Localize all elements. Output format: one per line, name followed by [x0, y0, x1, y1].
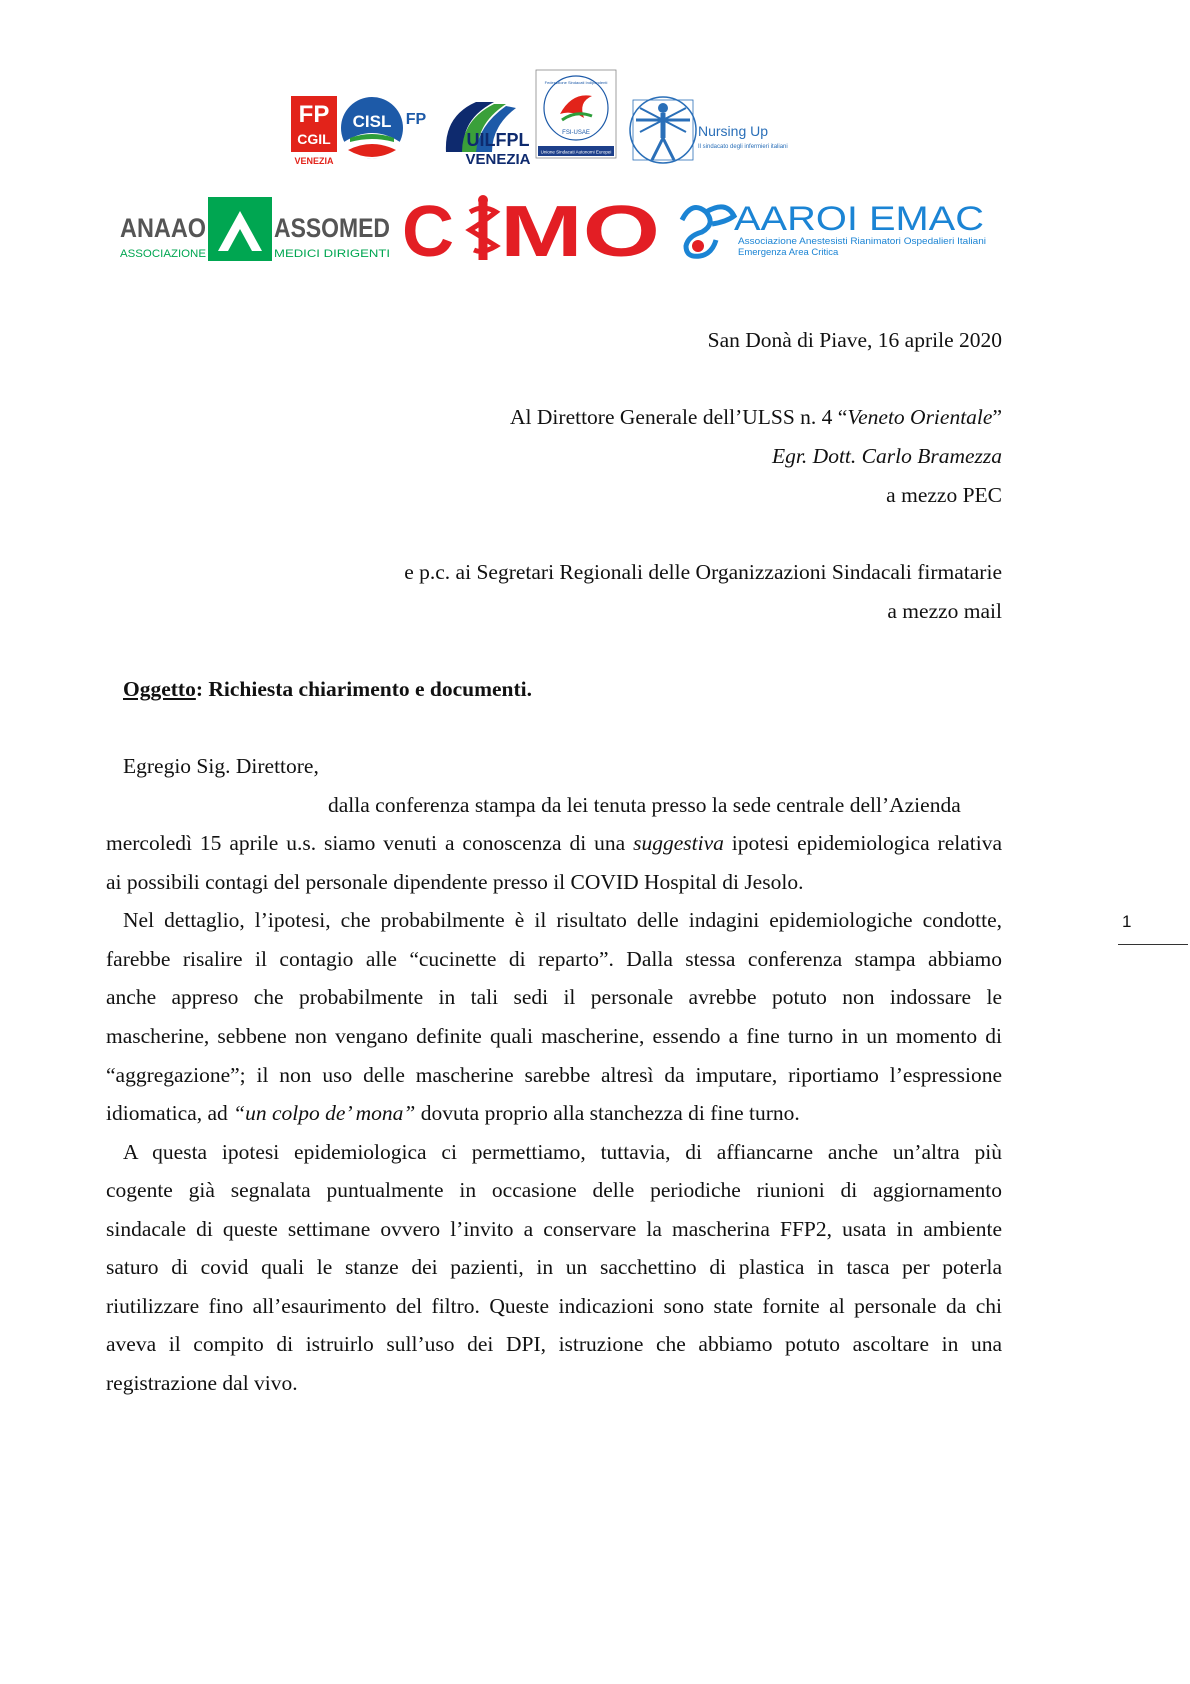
- cisl-fp-logo: [340, 94, 432, 166]
- nursing-up-name: Nursing Up: [698, 123, 769, 139]
- cc-line-1: e p.c. ai Segretari Regionali delle Organizzazioni Sindacali firmatarie: [404, 560, 1002, 584]
- anaao-left: ANAAO: [120, 213, 206, 243]
- anaao-right: ASSOMED: [274, 213, 390, 243]
- uilfpl-logo: [436, 96, 534, 168]
- p1-line-2: [106, 833, 1002, 855]
- fp-cgil-logo: [291, 96, 337, 168]
- salutation: Egregio Sig. Direttore,: [123, 754, 319, 778]
- page-number-rule: [1118, 944, 1188, 945]
- p2-line-1: Nel dettaglio, l’ipotesi, che probabilmente è il risultato delle indagini epidemiologiche condotte,: [123, 908, 1002, 932]
- addressee-line-1: [510, 407, 1002, 429]
- p2-l6-italic: “un colpo de’ mona”: [233, 1101, 416, 1125]
- aaroi-name: AAROI EMAC: [734, 200, 984, 238]
- p3-line-6: aveva il compito di istruirlo sull’uso dei DPI, istruzione che abbiamo potuto ascoltare in una: [106, 1332, 1002, 1356]
- addressee-italic: Veneto Orientale: [847, 405, 993, 429]
- anaao-right-sub: MEDICI DIRIGENTI: [274, 248, 390, 260]
- p1-l2-italic: suggestiva: [633, 831, 724, 855]
- p2-line-5: “aggregazione”; il non uso delle mascherine sarebbe altresì da imputare, riportiamo l’espressione: [106, 1063, 1002, 1087]
- fsi-usae-ring: Federazione Sindacati Indipendenti: [544, 80, 608, 85]
- anaao-assomed-logo: [120, 197, 392, 261]
- cimo-logo: [402, 192, 660, 272]
- addressee-line-2: [772, 446, 1002, 468]
- place-date: San Donà di Piave, 16 aprile 2020: [707, 328, 1002, 352]
- nursing-up-logo: [626, 94, 816, 166]
- anaao-left-sub: ASSOCIAZIONE: [120, 248, 206, 260]
- cimo-c: C: [402, 192, 454, 272]
- p2-line-2: farebbe risalire il contagio alle “cucinette di reparto”. Dalla stessa conferenza stampa abbiamo: [106, 947, 1002, 971]
- p1-line-1: dalla conferenza stampa da lei tenuta presso la sede centrale dell’Azienda: [328, 793, 961, 817]
- cimo-mo: MO: [500, 192, 660, 272]
- p3-line-2: cogente già segnalata puntualmente in occasione delle periodiche riunioni di aggiornamento: [106, 1178, 1002, 1202]
- subject: [123, 679, 532, 701]
- fsi-usae-caption: Unione Sindacati Autonomi Europei: [540, 149, 612, 155]
- cc-line-2: a mezzo mail: [887, 599, 1002, 623]
- p2-line-3: anche appreso che probabilmente in tali sedi il personale avrebbe potuto non indossare le: [106, 985, 1002, 1009]
- p3-line-7: registrazione dal vivo.: [106, 1371, 298, 1395]
- p3-line-5: riutilizzare fino all’esaurimento del filtro. Queste indicazioni sono state fornite al personale da chi: [106, 1294, 1002, 1318]
- p1-l2-pre: mercoledì 15 aprile u.s. siamo venuti a conoscenza di una: [106, 831, 634, 855]
- fp-cgil-city: VENEZIA: [294, 156, 334, 166]
- p1-line-3: ai possibili contagi del personale dipendente presso il COVID Hospital di Jesolo.: [106, 870, 804, 894]
- fp-cgil-cgil: CGIL: [297, 131, 331, 147]
- page-number: 1: [1122, 912, 1132, 931]
- p2-line-4: mascherine, sebbene non vengano definite quali mascherine, essendo a fine turno in un momento di: [106, 1024, 1002, 1048]
- p2-l6-pre: idiomatica, ad: [106, 1101, 234, 1125]
- p3-line-1: A questa ipotesi epidemiologica ci permettiamo, tuttavia, di affiancarne anche un’altra più: [123, 1140, 1002, 1164]
- nursing-up-tagline: Il sindacato degli infermieri italiani: [698, 144, 788, 150]
- fsi-usae-center: FSI-USAE: [562, 130, 590, 136]
- addressee-pre: Al Direttore Generale dell’ULSS n. 4 “: [510, 405, 848, 429]
- p2-l6-post: dovuta proprio alla stanchezza di fine turno.: [415, 1101, 800, 1125]
- addressee-name: Egr. Dott. Carlo Bramezza: [772, 444, 1002, 468]
- subject-text: : Richiesta chiarimento e documenti.: [195, 677, 533, 701]
- aaroi-line2: Emergenza Area Critica: [738, 247, 839, 258]
- addressee-line-3: a mezzo PEC: [886, 483, 1002, 507]
- aaroi-emac-logo: [672, 196, 988, 262]
- p3-line-3: sindacale di queste settimane ovvero l’invito a conservare la mascherina FFP2, usata in ambiente: [106, 1217, 1002, 1241]
- cisl-fp-cisl: CISL: [352, 112, 392, 131]
- fsi-usae-logo: [536, 70, 616, 158]
- p3-line-4: saturo di covid quali le stanze dei pazienti, in un sacchettino di plastica in tasca per poterla: [106, 1255, 1002, 1279]
- fp-cgil-fp: FP: [298, 101, 330, 128]
- subject-label: Oggetto: [123, 677, 196, 701]
- aaroi-line1: Associazione Anestesisti Rianimatori Ospedalieri Italiani: [738, 236, 986, 247]
- cisl-fp-fp: FP: [405, 111, 427, 128]
- p1-l2-post: ipotesi epidemiologica relativa: [723, 831, 1002, 855]
- addressee-post: ”: [992, 405, 1002, 429]
- p2-line-6: [106, 1103, 800, 1125]
- uilfpl-city: VENEZIA: [465, 151, 531, 168]
- uilfpl-name: UILFPL: [466, 130, 530, 150]
